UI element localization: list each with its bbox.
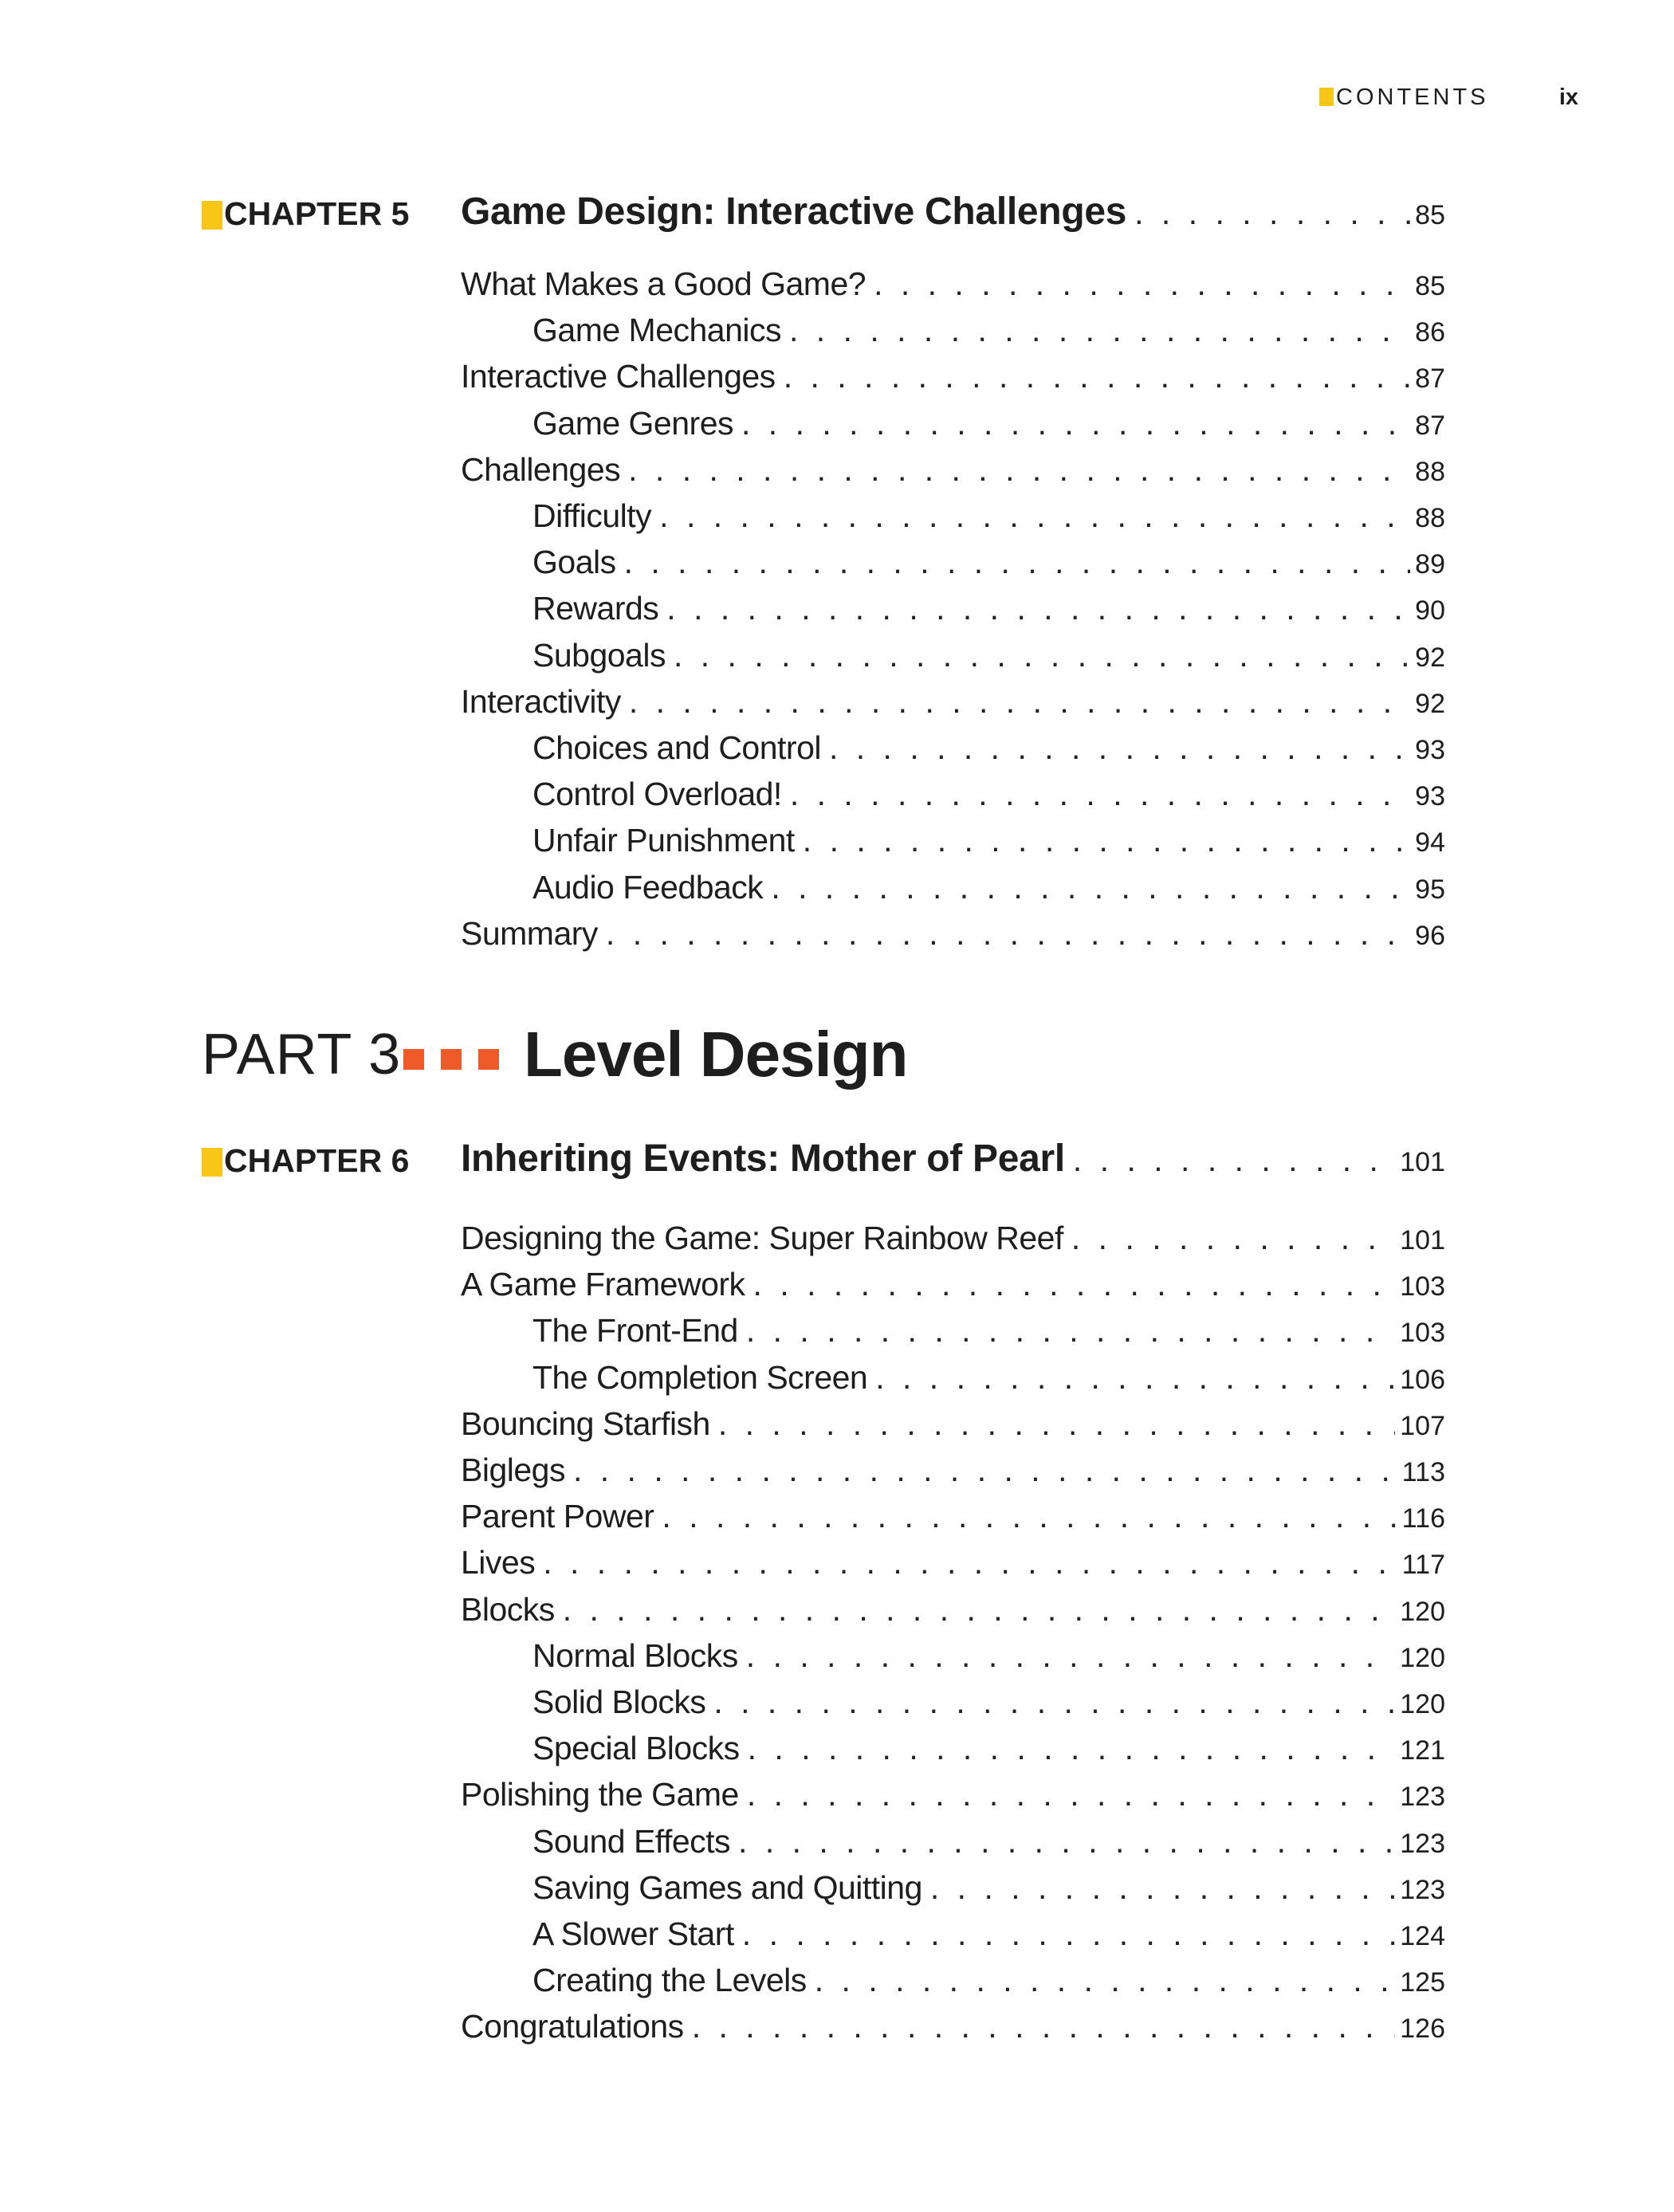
toc-entry[interactable] <box>532 819 1445 861</box>
toc-entry-title: Game Mechanics <box>532 312 782 349</box>
chapter-5-heading[interactable] <box>461 191 1445 233</box>
toc-entry-page: 93 <box>1415 735 1445 765</box>
leader-dots <box>771 866 1410 908</box>
toc-entry[interactable] <box>461 1217 1445 1259</box>
toc-entry-title: A Game Framework <box>461 1266 745 1303</box>
leader-dots <box>666 587 1410 629</box>
toc-entry[interactable] <box>532 541 1445 583</box>
leader-dots <box>692 2006 1396 2047</box>
part-marker-square <box>441 1049 462 1070</box>
toc-entry-page: 121 <box>1400 1735 1445 1766</box>
toc-entry-title: Designing the Game: Super Rainbow Reef <box>461 1220 1063 1256</box>
toc-entry[interactable] <box>461 1495 1445 1537</box>
toc-entry-page: 87 <box>1415 410 1445 441</box>
toc-entry-page: 103 <box>1400 1318 1445 1349</box>
toc-entry[interactable] <box>532 1913 1445 1955</box>
toc-entry-title: Blocks <box>461 1590 555 1628</box>
leader-dots <box>741 403 1410 444</box>
toc-entry-title: A Slower Start <box>532 1915 734 1952</box>
leader-dots <box>829 727 1410 768</box>
toc-entry-page: 123 <box>1400 1874 1445 1905</box>
leader-dots <box>738 1821 1395 1862</box>
toc-entry-title: Difficulty <box>532 497 652 534</box>
toc-entry[interactable] <box>461 1403 1445 1444</box>
chapter-5-title: Game Design: Interactive Challenges <box>461 191 1127 233</box>
toc-entry-title: Congratulations <box>461 2008 684 2045</box>
toc-entry-title: Special Blocks <box>532 1730 740 1767</box>
toc-entry-page: 95 <box>1415 874 1445 905</box>
leader-dots <box>790 773 1410 815</box>
toc-entry-page: 89 <box>1415 549 1445 580</box>
toc-entry[interactable] <box>461 1542 1445 1583</box>
toc-entry[interactable] <box>461 356 1445 397</box>
leader-dots <box>624 541 1411 583</box>
toc-entry-page: 88 <box>1415 503 1445 533</box>
leader-dots <box>742 1913 1395 1955</box>
leader-dots <box>629 681 1410 722</box>
leader-dots <box>543 1542 1397 1583</box>
part-marker-square <box>403 1049 424 1070</box>
toc-entry[interactable] <box>461 2006 1445 2047</box>
toc-entry-page: 90 <box>1415 595 1445 627</box>
leader-dots <box>930 1867 1395 1908</box>
toc-entry[interactable] <box>532 773 1445 815</box>
toc-entry-page: 85 <box>1415 271 1445 301</box>
toc-entry-title: Rewards <box>532 590 659 627</box>
toc-entry-title: Normal Blocks <box>532 1636 738 1674</box>
toc-entry-page: 96 <box>1415 920 1445 951</box>
toc-entry-title: Subgoals <box>532 636 666 674</box>
toc-entry-page: 107 <box>1400 1410 1445 1441</box>
leader-dots <box>573 1449 1397 1491</box>
toc-entry[interactable] <box>461 1589 1445 1630</box>
chapter-5-label-text: CHAPTER 5 <box>224 195 410 232</box>
toc-entry-title: Solid Blocks <box>532 1684 706 1720</box>
toc-entry-title: Lives <box>461 1544 536 1581</box>
running-head-label: CONTENTS <box>1336 84 1489 110</box>
toc-entry[interactable] <box>461 449 1445 490</box>
toc-entry[interactable] <box>461 681 1445 722</box>
toc-entry-page: 116 <box>1401 1503 1445 1534</box>
toc-entry-page: 92 <box>1415 642 1445 673</box>
toc-entry-title: Bouncing Starfish <box>461 1405 710 1442</box>
toc-entry[interactable] <box>461 913 1445 954</box>
toc-entry[interactable] <box>532 866 1445 908</box>
toc-entry-page: 92 <box>1415 688 1445 719</box>
toc-entry[interactable] <box>532 587 1445 629</box>
chapter-6-title: Inheriting Events: Mother of Pearl <box>461 1138 1065 1180</box>
toc-entry-page: 94 <box>1415 827 1445 858</box>
toc-entry-title: Saving Games and Quitting <box>532 1868 922 1906</box>
toc-entry-title: Biglegs <box>461 1452 565 1488</box>
chapter-marker <box>202 1148 222 1177</box>
leader-dots <box>803 819 1410 861</box>
chapter-6-page: 101 <box>1400 1147 1445 1177</box>
toc-entry-page: 87 <box>1415 363 1445 395</box>
leader-dots <box>875 1357 1395 1398</box>
leader-dots <box>1134 192 1410 233</box>
leader-dots <box>1071 1217 1395 1259</box>
leader-dots <box>1073 1139 1395 1180</box>
toc-entry-title: The Completion Screen <box>532 1358 868 1396</box>
toc-entry-page: 106 <box>1400 1364 1445 1395</box>
toc-entry[interactable] <box>532 1357 1445 1398</box>
toc-entry-page: 117 <box>1401 1550 1445 1581</box>
chapter-marker <box>202 201 222 230</box>
toc-entry-page: 124 <box>1400 1921 1445 1951</box>
chapter-6-heading[interactable] <box>461 1138 1445 1180</box>
leader-dots <box>713 1681 1395 1723</box>
running-head <box>1319 83 1578 115</box>
page-number: ix <box>1558 84 1578 110</box>
toc-entry[interactable] <box>532 495 1445 536</box>
part-marker-square <box>478 1049 499 1070</box>
chapter-6-label-text: CHAPTER 6 <box>224 1142 410 1179</box>
leader-dots <box>874 263 1410 304</box>
leader-dots <box>753 1263 1396 1305</box>
toc-entry-page: 120 <box>1400 1642 1445 1673</box>
toc-entry-title: Choices and Control <box>532 729 821 766</box>
toc-entry-page: 123 <box>1400 1782 1445 1813</box>
toc-entry-page: 88 <box>1415 456 1445 487</box>
toc-entry[interactable] <box>461 263 1445 304</box>
toc-entry[interactable] <box>532 727 1445 768</box>
toc-entry[interactable] <box>461 1449 1445 1491</box>
toc-entry[interactable] <box>532 1310 1445 1351</box>
leader-dots <box>662 1495 1397 1537</box>
toc-entry-page: 93 <box>1415 781 1445 812</box>
toc-entry-title: Unfair Punishment <box>532 822 795 859</box>
toc-entry[interactable] <box>461 1263 1445 1305</box>
leader-dots <box>784 356 1410 397</box>
toc-entry-page: 120 <box>1400 1596 1445 1627</box>
toc-entry-title: Game Genres <box>532 404 733 442</box>
toc-entry-page: 113 <box>1401 1457 1445 1487</box>
leader-dots <box>815 1959 1396 2001</box>
toc-entry-page: 120 <box>1400 1689 1445 1719</box>
toc-entry-title: Interactivity <box>461 682 621 720</box>
toc-entry[interactable] <box>532 635 1445 676</box>
toc-entry-title: Sound Effects <box>532 1822 731 1860</box>
toc-entry[interactable] <box>532 1821 1445 1862</box>
leader-dots <box>563 1589 1396 1630</box>
toc-entry[interactable] <box>532 403 1445 444</box>
toc-entry-title: Audio Feedback <box>532 868 764 906</box>
toc-entry-title: Control Overload! <box>532 776 782 813</box>
toc-entry[interactable] <box>532 1635 1445 1676</box>
leader-dots <box>746 1635 1395 1676</box>
leader-dots <box>748 1727 1396 1769</box>
toc-entry-title: Polishing the Game <box>461 1776 739 1813</box>
toc-entry[interactable] <box>532 1959 1445 2001</box>
toc-entry-title: The Front-End <box>532 1312 738 1350</box>
leader-dots <box>789 309 1410 351</box>
leader-dots <box>747 1774 1395 1815</box>
toc-entry-title: What Makes a Good Game? <box>461 265 866 302</box>
toc-entry[interactable] <box>532 1727 1445 1769</box>
toc-entry-page: 103 <box>1400 1271 1445 1302</box>
toc-entry-page: 101 <box>1400 1225 1445 1255</box>
toc-entry-page: 123 <box>1400 1828 1445 1859</box>
toc-entry-title: Creating the Levels <box>532 1962 807 1999</box>
toc-entry-title: Challenges <box>461 450 621 488</box>
running-head-marker <box>1319 88 1334 106</box>
toc-entry[interactable] <box>532 1681 1445 1723</box>
part-3-title: Level Design <box>524 1019 908 1090</box>
toc-entry[interactable] <box>532 1867 1445 1908</box>
part-3-label: PART 3 <box>202 1023 402 1086</box>
leader-dots <box>674 635 1410 676</box>
toc-entry-title: Summary <box>461 914 598 952</box>
toc-entry[interactable] <box>461 1774 1445 1815</box>
toc-entry-title: Goals <box>532 544 616 581</box>
leader-dots <box>628 449 1410 490</box>
toc-entry-page: 86 <box>1415 317 1445 348</box>
toc-entry-page: 125 <box>1400 1967 1445 1998</box>
leader-dots <box>659 495 1410 536</box>
leader-dots <box>606 913 1410 954</box>
toc-entry-title: Parent Power <box>461 1498 654 1535</box>
toc-entry-title: Interactive Challenges <box>461 358 776 395</box>
toc-entry[interactable] <box>532 309 1445 351</box>
leader-dots <box>718 1403 1395 1444</box>
chapter-5-page: 85 <box>1415 200 1445 230</box>
leader-dots <box>746 1310 1395 1351</box>
toc-entry-page: 126 <box>1400 2014 1445 2045</box>
